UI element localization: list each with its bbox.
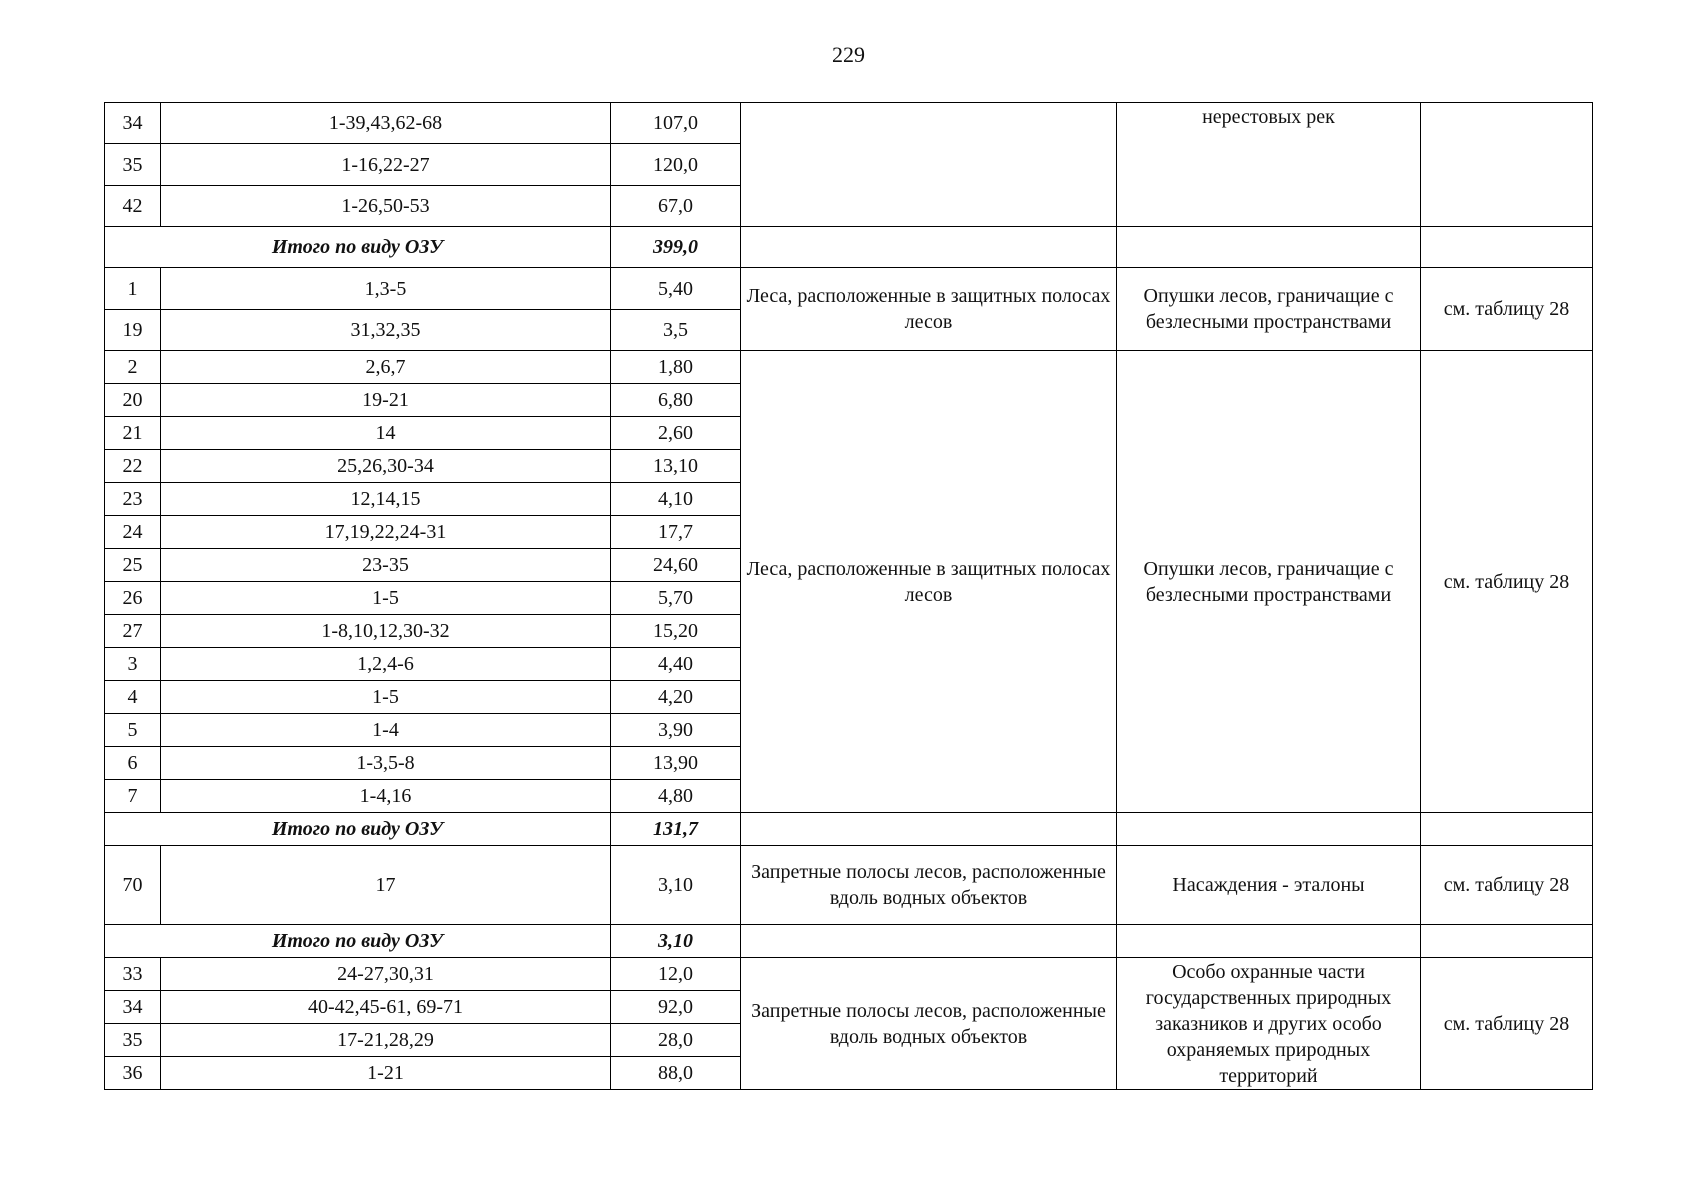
- cell-number: 33: [105, 958, 161, 991]
- forest-zones-table: [104, 102, 1593, 1090]
- cell-blocks: 1-5: [161, 582, 611, 615]
- cell-number: 70: [105, 846, 161, 925]
- cell-number: 5: [105, 714, 161, 747]
- cell-special-category: Особо охранные части государственных природных заказников и других особо охраняемых природных территорий: [1117, 958, 1421, 1090]
- cell-special-category: нерестовых рек: [1117, 103, 1421, 227]
- cell-blocks: 1-26,50-53: [161, 186, 611, 227]
- cell-number: 27: [105, 615, 161, 648]
- cell-area: 120,0: [611, 144, 741, 186]
- cell-number: 19: [105, 310, 161, 351]
- cell-number: 24: [105, 516, 161, 549]
- cell-number: 35: [105, 144, 161, 186]
- table-row: [105, 351, 1593, 384]
- cell-special-category: Опушки лесов, граничащие с безлесными пространствами: [1117, 351, 1421, 813]
- total-row: [105, 925, 1593, 958]
- cell-number: 34: [105, 103, 161, 144]
- cell-area: 5,70: [611, 582, 741, 615]
- cell-blocks: 17,19,22,24-31: [161, 516, 611, 549]
- cell-number: 21: [105, 417, 161, 450]
- cell-blocks: 24-27,30,31: [161, 958, 611, 991]
- cell-area: 92,0: [611, 991, 741, 1024]
- cell-forest-category: [741, 103, 1117, 227]
- cell-blocks: 12,14,15: [161, 483, 611, 516]
- cell-number: 20: [105, 384, 161, 417]
- cell-blocks: 1-16,22-27: [161, 144, 611, 186]
- total-row: [105, 813, 1593, 846]
- table-row: [105, 846, 1593, 925]
- cell-area: 67,0: [611, 186, 741, 227]
- cell-blocks: 31,32,35: [161, 310, 611, 351]
- cell-blocks: 19-21: [161, 384, 611, 417]
- total-label: Итого по виду ОЗУ: [105, 227, 611, 268]
- cell-area: 88,0: [611, 1057, 741, 1090]
- cell-area: 4,20: [611, 681, 741, 714]
- total-value: 3,10: [611, 925, 741, 958]
- cell-number: 23: [105, 483, 161, 516]
- cell-blocks: 25,26,30-34: [161, 450, 611, 483]
- total-label: Итого по виду ОЗУ: [105, 813, 611, 846]
- cell-area: 2,60: [611, 417, 741, 450]
- cell-area: 5,40: [611, 268, 741, 310]
- cell-area: 17,7: [611, 516, 741, 549]
- cell-area: 12,0: [611, 958, 741, 991]
- cell-area: 28,0: [611, 1024, 741, 1057]
- cell-area: 107,0: [611, 103, 741, 144]
- cell-special-category: Опушки лесов, граничащие с безлесными пространствами: [1117, 268, 1421, 351]
- cell-area: 6,80: [611, 384, 741, 417]
- cell-blocks: 14: [161, 417, 611, 450]
- cell-blocks: 17: [161, 846, 611, 925]
- total-row: [105, 227, 1593, 268]
- cell-reference: [1421, 103, 1593, 227]
- cell-blocks: 40-42,45-61, 69-71: [161, 991, 611, 1024]
- cell-number: 25: [105, 549, 161, 582]
- cell-reference: см. таблицу 28: [1421, 846, 1593, 925]
- cell-number: 22: [105, 450, 161, 483]
- cell-number: 42: [105, 186, 161, 227]
- cell-area: 3,10: [611, 846, 741, 925]
- cell-blocks: 1-4: [161, 714, 611, 747]
- cell-forest-category: Запретные полосы лесов, расположенные вдоль водных объектов: [741, 846, 1117, 925]
- cell-blocks: 1-5: [161, 681, 611, 714]
- page-number: 229: [832, 42, 865, 67]
- cell-number: 7: [105, 780, 161, 813]
- cell-blocks: 23-35: [161, 549, 611, 582]
- cell-area: 4,40: [611, 648, 741, 681]
- total-label: Итого по виду ОЗУ: [105, 925, 611, 958]
- cell-number: 36: [105, 1057, 161, 1090]
- cell-number: 2: [105, 351, 161, 384]
- cell-blocks: 1-4,16: [161, 780, 611, 813]
- cell-area: 4,80: [611, 780, 741, 813]
- cell-special-category: Насаждения - эталоны: [1117, 846, 1421, 925]
- total-value: 399,0: [611, 227, 741, 268]
- cell-number: 35: [105, 1024, 161, 1057]
- cell-area: 15,20: [611, 615, 741, 648]
- cell-forest-category: Запретные полосы лесов, расположенные вдоль водных объектов: [741, 958, 1117, 1090]
- table-row: [105, 268, 1593, 310]
- cell-number: 4: [105, 681, 161, 714]
- cell-forest-category: Леса, расположенные в защитных полосах лесов: [741, 351, 1117, 813]
- cell-blocks: 1-3,5-8: [161, 747, 611, 780]
- cell-area: 3,90: [611, 714, 741, 747]
- cell-area: 4,10: [611, 483, 741, 516]
- cell-forest-category: Леса, расположенные в защитных полосах лесов: [741, 268, 1117, 351]
- table-row: [105, 958, 1593, 991]
- cell-blocks: 1,2,4-6: [161, 648, 611, 681]
- cell-blocks: 1-21: [161, 1057, 611, 1090]
- cell-number: 1: [105, 268, 161, 310]
- cell-area: 1,80: [611, 351, 741, 384]
- cell-area: 3,5: [611, 310, 741, 351]
- cell-number: 26: [105, 582, 161, 615]
- cell-blocks: 2,6,7: [161, 351, 611, 384]
- cell-number: 34: [105, 991, 161, 1024]
- cell-reference: см. таблицу 28: [1421, 958, 1593, 1090]
- cell-blocks: 1-8,10,12,30-32: [161, 615, 611, 648]
- cell-area: 13,90: [611, 747, 741, 780]
- cell-area: 13,10: [611, 450, 741, 483]
- cell-reference: см. таблицу 28: [1421, 351, 1593, 813]
- table-row: [105, 103, 1593, 144]
- total-value: 131,7: [611, 813, 741, 846]
- cell-blocks: 1-39,43,62-68: [161, 103, 611, 144]
- cell-area: 24,60: [611, 549, 741, 582]
- cell-number: 3: [105, 648, 161, 681]
- cell-blocks: 1,3-5: [161, 268, 611, 310]
- cell-blocks: 17-21,28,29: [161, 1024, 611, 1057]
- cell-number: 6: [105, 747, 161, 780]
- cell-reference: см. таблицу 28: [1421, 268, 1593, 351]
